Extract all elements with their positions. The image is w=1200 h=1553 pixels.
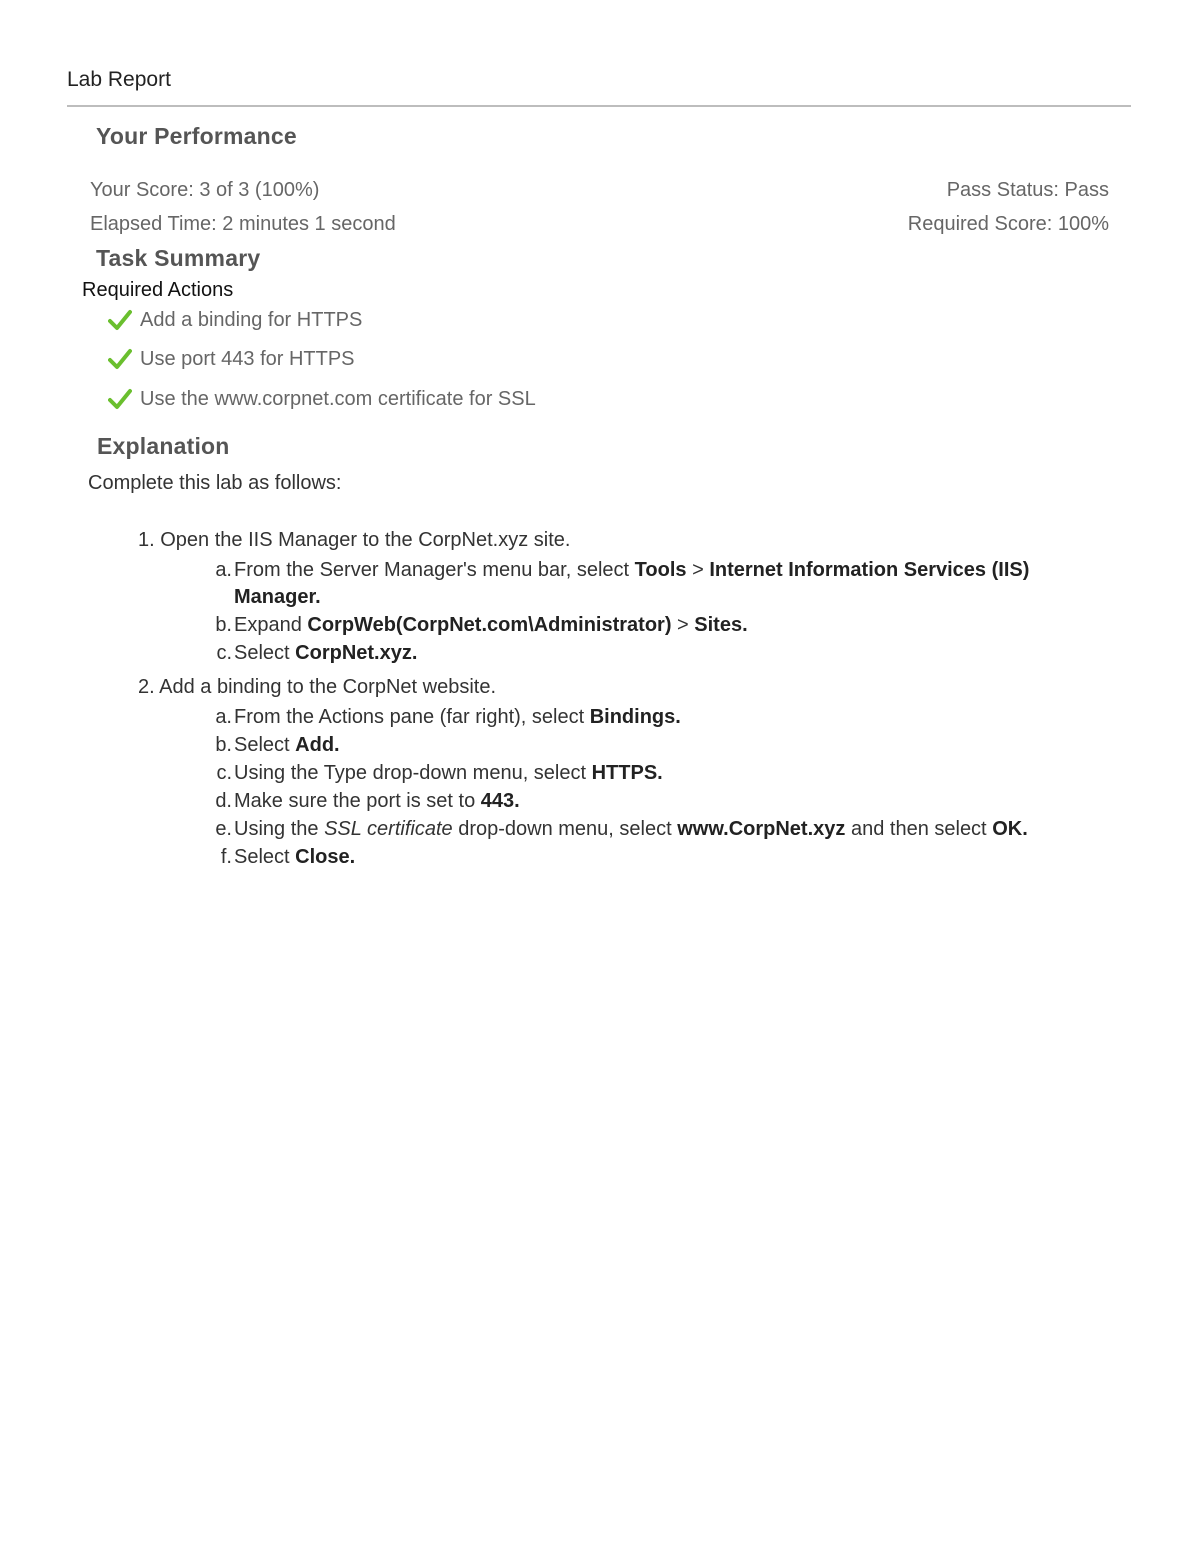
step-number: 2. (138, 676, 155, 698)
substep-marker: b. (215, 734, 232, 756)
substep-bold: . (742, 614, 748, 636)
pass-status-text: Pass Status: Pass (946, 179, 1109, 201)
substep-marker: c. (216, 642, 232, 664)
substep-bold: Tools (634, 559, 687, 581)
action-label: Use the www.corpnet.com certificate for SSL (140, 387, 536, 410)
substep-bold: Sites (694, 614, 743, 636)
elapsed-time-text: Elapsed Time: 2 minutes 1 second (90, 213, 396, 235)
substep-bold: . (675, 706, 681, 728)
checkmark-icon (108, 388, 132, 410)
substep-bold: OK (992, 818, 1023, 840)
substep-bold: CorpWeb(CorpNet.com\Administrator) (307, 614, 672, 636)
substep-bold: www.CorpNet.xyz (677, 818, 846, 840)
substep-bold: . (349, 846, 356, 868)
substep-item (200, 760, 1100, 787)
substep-text: Select (234, 642, 296, 664)
step-text: Open the IIS Manager to the CorpNet.xyz site. (160, 529, 571, 551)
substep-item (200, 732, 1100, 759)
substep-marker: a. (215, 706, 232, 728)
substep-bold: . (514, 790, 520, 812)
substep-marker: a. (215, 559, 232, 581)
substep-marker: f. (220, 846, 232, 868)
substep-text: > (671, 614, 695, 636)
action-label: Use port 443 for HTTPS (140, 347, 355, 370)
step-number: 1. (138, 529, 155, 551)
substep-bold: . (334, 734, 340, 756)
explanation-intro: Complete this lab as follows: (88, 472, 342, 494)
action-item (108, 345, 355, 373)
action-item (108, 306, 362, 334)
substep-bold: Close (295, 846, 350, 868)
substep-marker: b. (215, 614, 232, 636)
action-label: Add a binding for HTTPS (140, 308, 363, 331)
substep-item (200, 557, 1100, 611)
substep-bold: Add (295, 734, 335, 756)
page-title: Lab Report (67, 68, 171, 91)
checkmark-icon (108, 348, 132, 370)
substep-marker: d. (215, 790, 232, 812)
substep-marker: c. (216, 762, 232, 784)
substep-bold: 443 (480, 790, 515, 812)
required-score-text: Required Score: 100% (907, 213, 1109, 235)
substep-item (200, 704, 1100, 731)
substep-text: Using the Type drop-down menu, select (234, 762, 592, 784)
substep-item (200, 640, 1100, 667)
required-actions-heading: Required Actions (82, 279, 234, 301)
substep-marker: e. (215, 818, 232, 840)
substep-italic: SSL certificate (324, 818, 453, 840)
substep-text: Make sure the port is set to (234, 790, 481, 812)
substep-text: and then select (845, 818, 993, 840)
score-text: Your Score: 3 of 3 (100%) (90, 179, 320, 201)
substep-bold: Bindings (589, 706, 676, 728)
substep-bold: . (411, 642, 418, 664)
substep-item (200, 788, 1100, 815)
step-text: Add a binding to the CorpNet website. (159, 676, 497, 698)
step-item (138, 529, 570, 552)
explanation-heading: Explanation (97, 433, 230, 459)
task-summary-heading: Task Summary (96, 245, 261, 271)
checkmark-icon (108, 309, 132, 331)
substep-item (200, 816, 1100, 843)
performance-heading: Your Performance (96, 123, 297, 149)
substep-bold: CorpNet.xyz (295, 642, 412, 664)
substep-item (200, 844, 1100, 871)
step-item (138, 676, 496, 699)
substep-text: From the Server Manager's menu bar, select (234, 559, 635, 581)
substep-text: Select (234, 734, 296, 756)
substep-bold: HTTPS (591, 762, 658, 784)
page-header (67, 68, 1131, 107)
substep-bold: . (1022, 818, 1028, 840)
substep-text: Using the (234, 818, 325, 840)
action-item (108, 385, 536, 413)
substep-item (200, 612, 1100, 639)
substep-text: From the Actions pane (far right), select (234, 706, 590, 728)
substep-bold: Internet Information Services (IIS) Manager (234, 559, 1030, 608)
substep-bold: . (657, 762, 663, 784)
substep-bold: . (315, 586, 321, 608)
substep-text: > (686, 559, 710, 581)
substep-text: Select (234, 846, 296, 868)
substep-text: Expand (234, 614, 308, 636)
substep-text: drop-down menu, select (452, 818, 678, 840)
